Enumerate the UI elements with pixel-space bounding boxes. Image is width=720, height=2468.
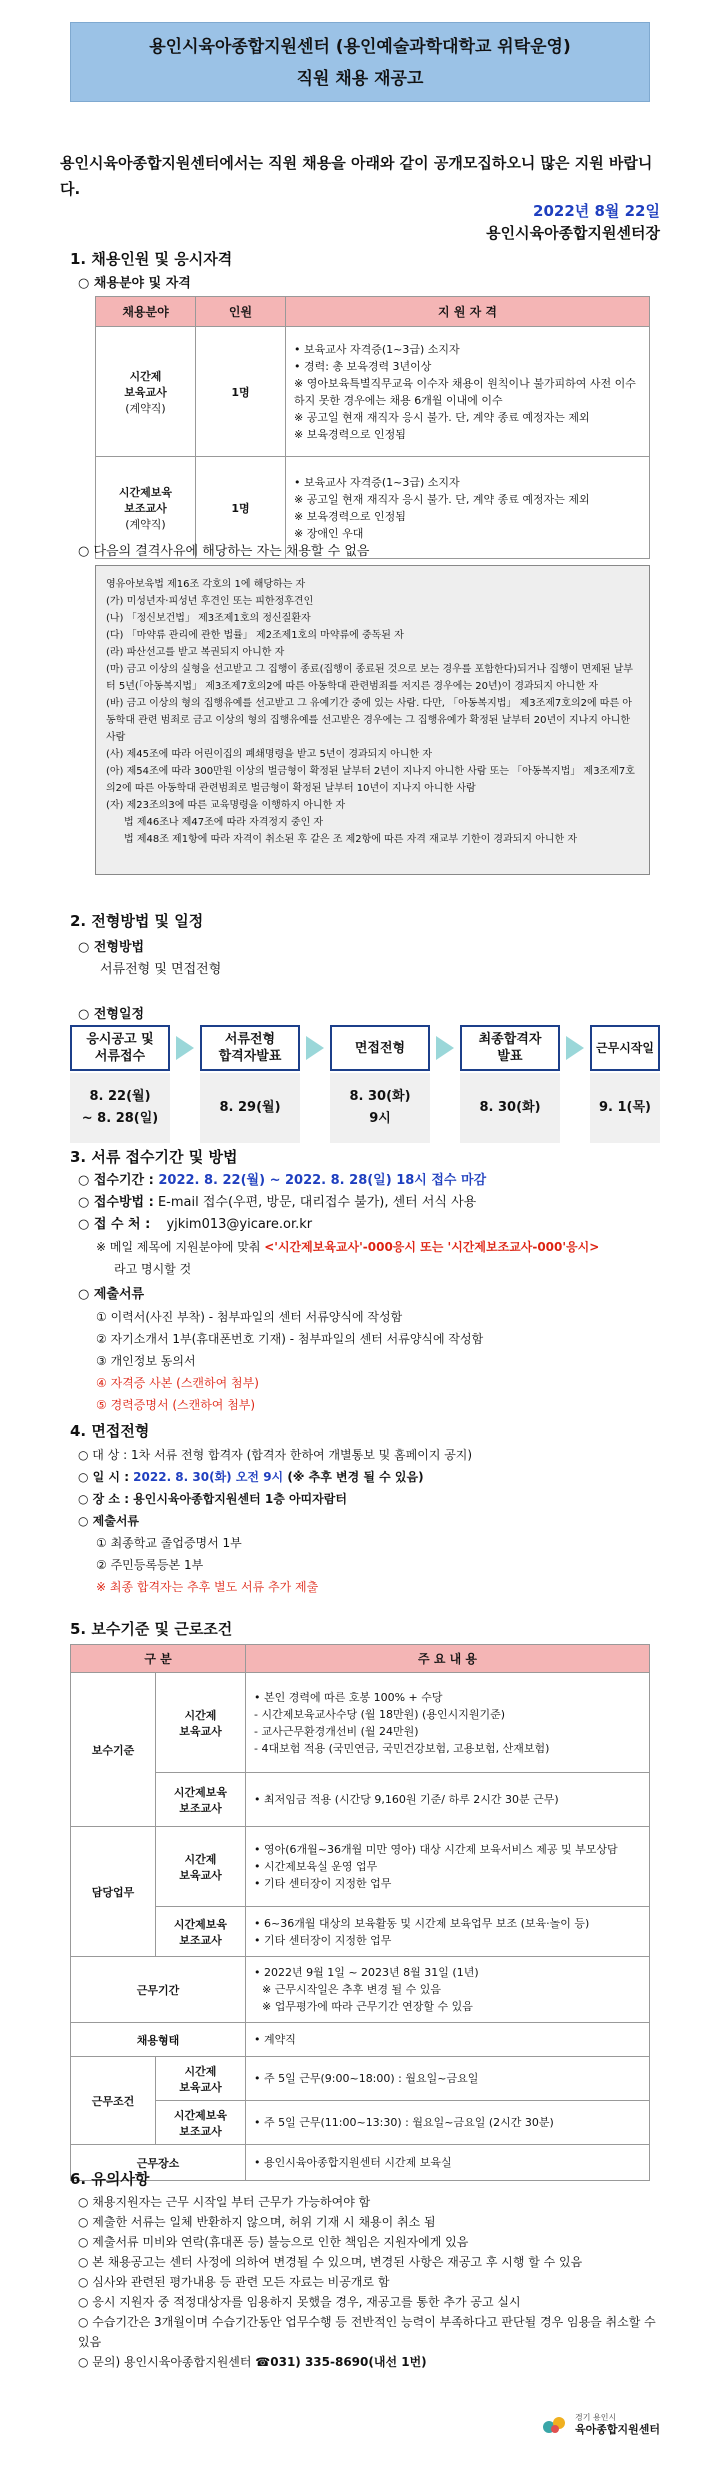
center-logo-icon [541,2413,569,2435]
contact-phone: ☎031) 335-8690(내선 1번) [255,2355,427,2369]
arrow-icon [436,1036,454,1060]
qualification-table [95,296,650,559]
section6-title: 6. 유의사항 [70,2170,150,2188]
section2-title: 2. 전형방법 및 일정 [70,912,204,930]
row2-field: 시간제보육 보조교사 (계약직) [96,457,196,559]
disq-line: (라) 파산선고를 받고 복권되지 아니한 자 [106,647,285,658]
schedule-step-4: 최종합격자 발표 8. 30(화) [460,1025,560,1143]
disqualification-box [95,565,650,875]
role-label: 시간제보육 보조교사 [156,2101,246,2145]
header-subtitle: 직원 채용 재공고 [296,69,424,89]
section5-title: 5. 보수기준 및 근로조건 [70,1620,233,1638]
note-item: ○ 응시 지원자 중 적정대상자를 임용하지 못했을 경우, 재공고를 통한 추가 공고 실시 [78,2295,521,2309]
row1-quals: • 보육교사 자격증(1~3급) 소지자 • 경력: 총 보육경력 3년이상 ※ 영아보육특별직무교육 이수자 채용이 원칙이나 불가피하여 사전 이수하지 못한 경우에는 채용 6개월 이내에 이수 ※ 공고일 현재 재직자 응시 불가. 단, 계약 종료 예정자는 제외 ※ 보육경력으로 인정됨 [286,327,650,457]
notice-org: 용인시육아종합지원센터장 [486,224,660,242]
section3-title: 3. 서류 접수기간 및 방법 [70,1148,238,1166]
col-count: 인원 [196,297,286,327]
role-label: 시간제 보육교사 [156,1827,246,1907]
doc-item: ① 이력서(사진 부착) - 첨부파일의 센터 서류양식에 작성함 [96,1310,403,1324]
disq-line: 영유아보육법 제16조 각호의 1에 해당하는 자 [106,579,306,590]
notice-header [70,22,650,102]
note-item: ○ 본 채용공고는 센터 사정에 의하여 변경될 수 있으며, 변경된 사항은 재공고 후 시행 할 수 있음 [78,2255,583,2269]
logo-name: 육아종합지원센터 [574,2423,660,2436]
row1-count: 1명 [196,327,286,457]
schedule-step-2: 서류전형 합격자발표 8. 29(월) [200,1025,300,1143]
arrow-icon [306,1036,324,1060]
note-item: ○ 심사와 관련된 평가내용 등 관련 모든 자료는 비공개로 함 [78,2275,390,2289]
disq-line: (마) 금고 이상의 실형을 선고받고 그 집행이 종료(집행이 종료된 것으로 보는 경우를 포함한다)되거나 집행이 면제된 날부터 5년(「아동복지법」 제3조제7호의2에 따른 아동학대 관련범죄를 저지른 경우에는 20년)이 경과되지 아니한 자 [106,664,633,692]
apply-method: E-mail 접수(우편, 방문, 대리접수 불가), 센터 서식 사용 [157,1195,477,1210]
row1-field: 시간제 보육교사 (계약직) [96,327,196,457]
period-label: 근무기간 [71,1957,246,2023]
disq-line: 법 제48조 제1항에 따라 자격이 취소된 후 같은 조 제2항에 따른 자격 재교부 기한이 경과되지 아니한 자 [124,834,578,845]
logo-small-text: 경기 용인시 [574,2413,617,2422]
col-content: 주 요 내 용 [246,1645,650,1673]
row2-quals: • 보육교사 자격증(1~3급) 소지자 ※ 공고일 현재 재직자 응시 불가. 단, 계약 종료 예정자는 제외 ※ 보육경력으로 인정됨 ※ 장애인 우대 [286,457,650,559]
apply-period: 2022. 8. 22(월) ~ 2022. 8. 28(일) 18시 접수 마감 [158,1173,487,1188]
col-field: 채용분야 [96,297,196,327]
disq-line: (아) 제54조에 따라 300만원 이상의 벌금형이 확정된 날부터 2년이 지나지 아니한 사람 또는 「아동복지법」 제3조제7호의2에 따른 아동학대 관련범죄로 벌금형이 확정된 날부터 10년이 지나지 아니한 사람 [106,766,635,794]
disq-line: (자) 제23조의3에 따른 교육명령을 이행하지 아니한 자 [106,800,346,811]
disq-line: (바) 금고 이상의 형의 집행유예를 선고받고 그 유예기간 중에 있는 사람. 다만, 「아동복지법」 제3조제7호의2에 따른 아동학대 관련 범죄로 금고 이상의 형의 집행유예를 선고받은 경우에는 그 집행유예가 확정된 날부터 20년이 지나지 아니한 사람 [106,698,632,743]
section4-body: ○ 대 상 : 1차 서류 전형 합격자 (합격자 한하여 개별통보 및 홈페이지 공지) ○ 일 시 : 2022. 8. 30(화) 오전 9시 (※ 추후 변경 될 수 있음) ○ 장 소 : 용인시육아종합지원센터 1층 아띠자람터 ○ 제출서류 ① 최종학교 졸업증명서 1부 ② 주민등록등본 1부 ※ 최종 합격자는 추후 별도 서류 추가 제출 [78,1448,473,1594]
intro-text: 용인시육아종합지원센터에서는 직원 채용을 아래와 같이 공개모집하오니 많은 지원 바랍니다. [60,154,653,198]
header-title: 용인시육아종합지원센터 (용인예술과학대학교 위탁운영) [149,37,571,57]
role-label: 시간제 보육교사 [156,2057,246,2101]
notice-date: 2022년 8월 22일 [533,202,660,220]
arrow-icon [176,1036,194,1060]
note-item: ○ 제출서류 미비와 연락(휴대폰 등) 불능으로 인한 책임은 지원자에게 있음 [78,2235,469,2249]
section4-title: 4. 면접전형 [70,1422,150,1440]
note-item: ○ 채용지원자는 근무 시작일 부터 근무가 가능하여야 함 [78,2195,371,2209]
col-category: 구 분 [71,1645,246,1673]
note-item: ○ 수습기간은 3개월이며 수습기간동안 업무수행 등 전반적인 능력이 부족하다고 판단될 경우 임용을 취소할 수 있음 [78,2315,656,2349]
type-label: 채용형태 [71,2023,246,2057]
doc-item: ④ 자격증 사본 (스캔하여 첨부) [96,1376,259,1390]
note-item: ○ 제출한 서류는 일체 반환하지 않으며, 허위 기재 시 채용이 취소 됨 [78,2215,436,2229]
disq-line: (다) 「마약류 관리에 관한 법률」 제2조제1호의 마약류에 중독된 자 [106,630,404,641]
disq-line: (가) 미성년자·피성년 후견인 또는 피한정후견인 [106,596,314,607]
schedule-step-1: 응시공고 및 서류접수 8. 22(월) ~ 8. 28(일) [70,1025,170,1143]
conditions-table: 구 분 주 요 내 용 보수기준 시간제 보육교사 • 본인 경력에 따른 호봉 100% + 수당 - 시간제보육교사수당 (월 18만원) (용인시지원기준) - 교사근무환경개선비 (월 24만원) - 4대보험 적용 (국민연금, 국민건강보험, 고용보험, 산재보험) 시간제보육 보조교사 • 최저임금 적용 (시간당 9,160원 기준/ 하루 2시간 30분 근무) 담당업무 시간제 보육교사 • 영아(6개월~36개월 미만 영아) 대상 시간제 보육서비스 제공 및 부모상담 • 시간제보육실 운영 업무 • 기타 센터장이 지정한 업무 시간제보육 보조교사 • 6~36개월 대상의 보육활동 및 시간제 보육업무 보조 (보육·놀이 등) • 기타 센터장이 지정한 업무 근무기간 • 2022년 9월 1일 ~ 2023년 8월 31일 (1년) ※ 근무시작일은 추후 변경 될 수 있음 ※ 업무평가에 따라 근무기간 연장할 수 있음 채용형태 • 계약직 근무조건 시간제 보육교사 • 주 5일 근무(9:00~18:00) : 월요일~금요일 시간제보육 보조교사 • 주 5일 근무(11:00~13:30) : 월요일~금요일 (2시간 30분) 근무장소 • 용인시육아종합지원센터 시간제 보육실 [70,1644,650,2181]
section1-sub2: ○ 다음의 결격사유에 해당하는 자는 채용할 수 없음 [78,544,370,559]
role-label: 시간제보육 보조교사 [156,1907,246,1957]
center-logo [541,2412,660,2436]
schedule-step-5: 근무시작일 9. 1(목) [590,1025,660,1143]
notes-list: ○ 채용지원자는 근무 시작일 부터 근무가 가능하여야 함 ○ 제출한 서류는 일체 반환하지 않으며, 허위 기재 시 채용이 취소 됨 ○ 제출서류 미비와 연락(휴대폰 등) 불능으로 인한 책임은 지원자에게 있음 ○ 본 채용공고는 센터 사정에 의하여 변경될 수 있으며, 변경된 사항은 재공고 후 시행 할 수 있음 ○ 심사와 관련된 평가내용 등 관련 모든 자료는 비공개로 함 ○ 응시 지원자 중 적정대상자를 임용하지 못했을 경우, 재공고를 통한 추가 공고 실시 ○ 수습기간은 3개월이며 수습기간동안 업무수행 등 전반적인 능력이 부족하다고 판단될 경우 임용을 취소할 수 있음 ○ 문의) 용인시육아종합지원센터 ☎031) 335-8690(내선 1번) [78,2192,668,2372]
disq-line: (사) 제45조에 따라 어린이집의 폐쇄명령을 받고 5년이 경과되지 아니한 자 [106,749,432,760]
section2-sub2: ○ 전형일정 [78,1007,145,1022]
doc-item: ② 자기소개서 1부(휴대폰번호 기재) - 첨부파일의 센터 서류양식에 작성함 [96,1332,484,1346]
doc-item: ⑤ 경력증명서 (스캔하여 첨부) [96,1398,256,1412]
cond-label: 근무조건 [71,2057,156,2145]
section3-body: ○ 접수기간 : 2022. 8. 22(월) ~ 2022. 8. 28(일) 18시 접수 마감 ○ 접수방법 : E-mail 접수(우편, 방문, 대리접수 불가), 센터 서식 사용 ○ 접 수 처 : yjkim013@yicare.or.kr ※ 메일 제목에 지원분야에 맞춰 <'시간제보육교사'-000응시 또는 '시간제보조교사-000'응시> 라고 명시할 것 ○ 제출서류 ① 이력서(사진 부착) - 첨부파일의 센터 서류양식에 작성함 ② 자기소개서 1부(휴대폰번호 기재) - 첨부파일의 센터 서류양식에 작성함 ③ 개인정보 동의서 ④ 자격증 사본 (스캔하여 첨부) ⑤ 경력증명서 (스캔하여 첨부) [78,1170,668,1416]
place-label: 근무장소 [71,2145,246,2181]
pay-label: 보수기준 [71,1673,156,1827]
role-label: 시간제보육 보조교사 [156,1773,246,1827]
row2-count: 1명 [196,457,286,559]
selection-method: 서류전형 및 면접전형 [100,962,222,977]
disq-line: (나) 「정신보건법」 제3조제1호의 정신질환자 [106,613,311,624]
duty-label: 담당업무 [71,1827,156,1957]
arrow-icon [566,1036,584,1060]
apply-email[interactable]: yjkim013@yicare.or.kr [166,1217,313,1232]
role-label: 시간제 보육교사 [156,1673,246,1773]
col-quals: 지 원 자 격 [286,297,650,327]
section1-sub1: ○ 채용분야 및 자격 [78,276,191,291]
schedule-step-3: 면접전형 8. 30(화) 9시 [330,1025,430,1143]
section2-sub1: ○ 전형방법 [78,940,145,955]
section1-title: 1. 채용인원 및 응시자격 [70,250,233,268]
disq-line: 법 제46조나 제47조에 따라 자격정지 중인 자 [124,817,324,828]
doc-item: ③ 개인정보 동의서 [96,1354,196,1368]
